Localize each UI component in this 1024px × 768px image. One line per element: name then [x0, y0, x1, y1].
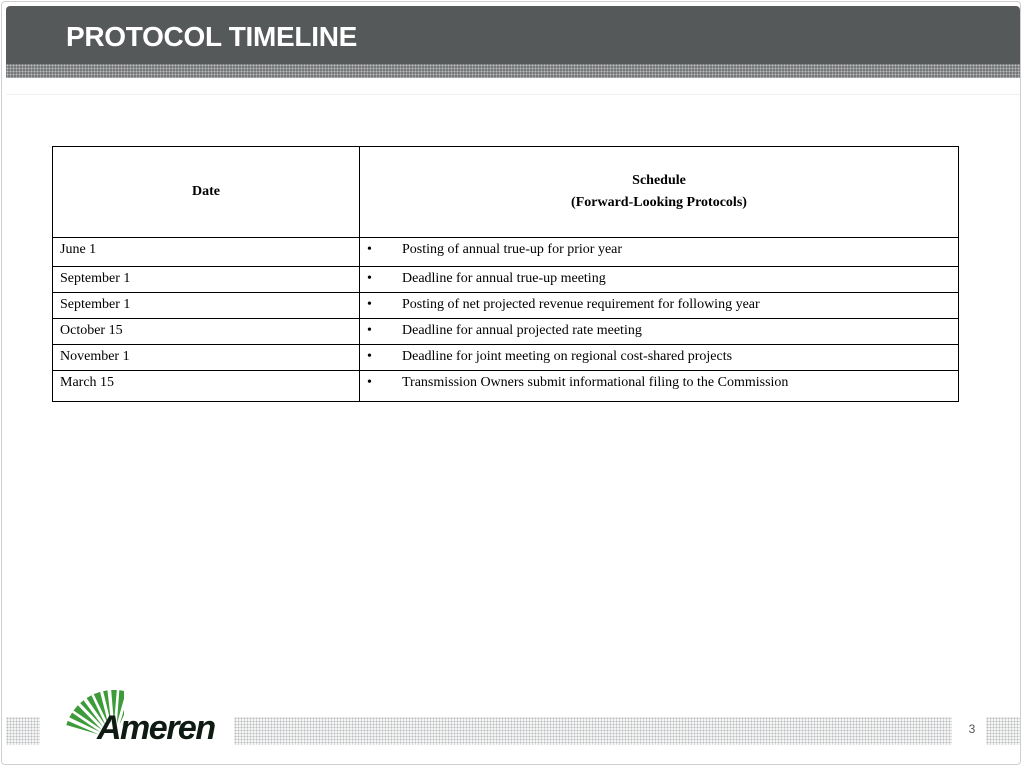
protocol-timeline-table [52, 146, 959, 402]
schedule-header-label: Schedule [632, 173, 686, 188]
bullet-icon: • [367, 242, 372, 257]
date-cell: October 15 [53, 319, 360, 345]
footer-dotted-stripe [986, 717, 1020, 745]
logo-text: Ameren [97, 709, 215, 747]
schedule-text: Transmission Owners submit informational filing to the Commission [402, 375, 789, 390]
table-row [53, 319, 959, 345]
bullet-icon: • [367, 375, 372, 390]
table-header-row [53, 147, 959, 238]
footer-dotted-stripe [6, 717, 40, 745]
schedule-cell [360, 371, 959, 402]
schedule-text: Deadline for annual projected rate meeting [402, 323, 642, 338]
schedule-header-sublabel: (Forward-Looking Protocols) [571, 195, 747, 210]
slide [1, 1, 1021, 765]
bullet-icon: • [367, 271, 372, 286]
schedule-text: Posting of net projected revenue requirement for following year [402, 297, 760, 312]
bullet-icon: • [367, 297, 372, 312]
date-cell: November 1 [53, 345, 360, 371]
table-row [53, 293, 959, 319]
date-cell: June 1 [53, 238, 360, 267]
page-number: 3 [968, 722, 976, 736]
footer-dotted-stripe [234, 717, 952, 745]
table-row [53, 238, 959, 267]
date-cell: September 1 [53, 293, 360, 319]
schedule-text: Posting of annual true-up for prior year [402, 242, 623, 257]
table-row [53, 345, 959, 371]
date-cell: March 15 [53, 371, 360, 402]
schedule-cell [360, 238, 959, 267]
schedule-cell [360, 319, 959, 345]
ameren-logo [62, 688, 222, 750]
schedule-cell [360, 345, 959, 371]
date-header-label: Date [192, 184, 220, 199]
bullet-icon: • [367, 349, 372, 364]
header-bar [6, 6, 1020, 64]
schedule-text: Deadline for joint meeting on regional cost-shared projects [402, 349, 733, 364]
date-cell: September 1 [53, 267, 360, 293]
header-dotted-stripe [6, 64, 1020, 78]
table-row [53, 267, 959, 293]
schedule-cell [360, 267, 959, 293]
bullet-icon: • [367, 323, 372, 338]
date-column-header [53, 147, 360, 238]
divider [6, 94, 1020, 95]
table-row [53, 371, 959, 402]
schedule-text: Deadline for annual true-up meeting [402, 271, 606, 286]
schedule-cell [360, 293, 959, 319]
schedule-column-header [360, 147, 959, 238]
page-title: PROTOCOL TIMELINE [66, 21, 357, 52]
